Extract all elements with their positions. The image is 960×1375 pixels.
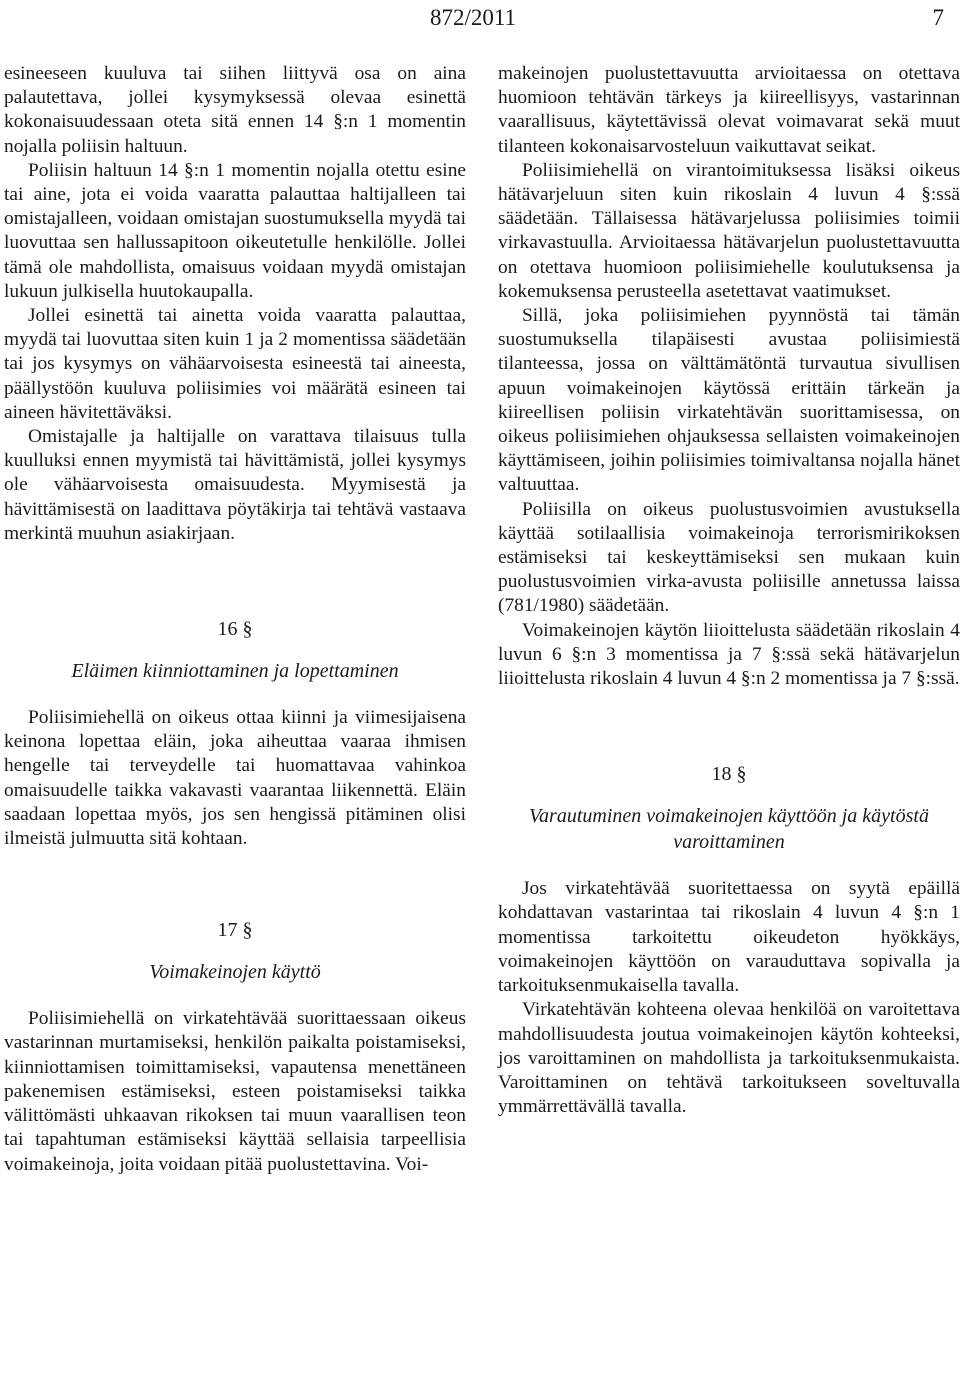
paragraph: Virkatehtävän kohteena olevaa henkilöä on varoitettava mahdollisuudesta joutua voimakeinojen käytön kohteeksi, jos varoittaminen on mahdollista ja tarkoituksenmukaista. Varoittaminen on tehtävä tarkoitukseen soveltuvalla ymmärrettävällä tavalla. xyxy=(498,999,960,1118)
paragraph: Jos virkatehtävää suoritettaessa on syytä epäillä kohdattavan vastarintaa tai rikoslain 4 luvun 4 §:n 1 momentissa tarkoitettu oikeudeton hyökkäys, voimakeinojen käyttöön on varauduttava sopivalla ja tarkoituksenmukaisella tavalla. xyxy=(498,878,960,997)
paragraph: Jollei esinettä tai ainetta voida vaaratta palauttaa, myydä tai luovuttaa siten kuin 1 ja 2 momentissa säädetään tai jos kysymys on vähäarvoisesta esineestä tai aineesta, päällystöön kuuluva poliisimies voi määrätä esineen tai aineen hävitettäväksi. xyxy=(4,305,466,423)
section-title: Varautuminen voimakeinojen käyttöön ja käytöstä varoittaminen xyxy=(529,805,929,854)
section-number: 16 § xyxy=(217,618,253,641)
paragraph: Poliisilla on oikeus puolustusvoimien avustuksella käyttää sotilaallisia voimakeinoja terrorismirikoksen estämiseksi tai keskeyttämiseksi sen mukaan kuin puolustusvoimien virka-avusta poliisille annetussa laissa (781/1980) säädetään. xyxy=(498,498,960,617)
paragraph: makeinojen puolustettavuutta arvioitaessa on otettava huomioon tehtävän tärkeys ja kiireellisyys, vastarinnan vaarallisuus, käytettävissä olevat voimavarat sekä muut tilanteen kokonaisarvosteluun vaikuttavat seikat. xyxy=(498,63,960,157)
paragraph: Poliisin haltuun 14 §:n 1 momentin nojalla otettu esine tai aine, jota ei voida vaaratta palauttaa haltijalleen tai omistajalleen, voidaan omistajan suostumuksella myydä tai luovuttaa sen hallussapitoon oikeutetulle henkilölle. Jollei tämä ole mahdollista, omaisuus voidaan myydä omistajan lukuun julkisella huutokaupalla. xyxy=(4,159,466,302)
section-title: Eläimen kiinniottaminen ja lopettaminen xyxy=(71,660,399,683)
paragraph: Sillä, joka poliisimiehen pyynnöstä tai tämän suostumuksella tilapäisesti avustaa poliisimiestä tilanteessa, jossa on välttämätöntä turvautua sivullisen apuun voimakeinojen käytössä erittäin tärkeän ja kiireellisen poliisin virkatehtävän suorittamisessa, on oikeus poliisimiehen ohjauksessa sellaisten voimakeinojen käyttämiseen, joihin poliisimies toimivaltansa nojalla hänet valtuuttaa. xyxy=(498,305,960,496)
paragraph: Poliisimiehellä on virantoimituksessa lisäksi oikeus hätävarjeluun siten kuin rikoslain 4 luvun 4 §:ssä säädetään. Tällaisessa hätävarjelussa poliisimies toimii virkavastuulla. Arvioitaessa hätävarjelun puolustettavuutta on otettava huomioon poliisimiehelle koulutuksensa ja kokemuksensa perusteella asetettavat vaatimukset. xyxy=(498,159,960,302)
section-number: 18 § xyxy=(711,763,747,786)
document-number: 872/2011 xyxy=(430,5,517,30)
paragraph: Voimakeinojen käytön liioittelusta säädetään rikoslain 4 luvun 6 §:n 3 momentissa ja 7 §:ssä sekä hätävarjelun liioittelusta rikoslain 4 luvun 4 §:n 2 momentissa ja 7 §:ssä. xyxy=(498,619,960,690)
paragraph: esineeseen kuuluva tai siihen liittyvä osa on aina palautettava, jollei kysymyksessä olevaa esinettä kokonaisuudessaan oteta sitä ennen 14 §:n 1 momentin nojalla poliisin haltuun. xyxy=(4,63,466,157)
left-column xyxy=(4,62,466,1177)
paragraph: Poliisimiehellä on oikeus ottaa kiinni ja viimesijaisena keinona lopettaa eläin, joka aiheuttaa vaaraa ihmisen hengelle tai terveydelle tai huomattavaa vahinkoa omaisuudelle taikka vakavasti vaarantaa liikennettä. Eläin saadaan lopettaa myös, jos sen hengissä pitäminen olisi ilmeistä julmuutta sitä kohtaan. xyxy=(4,707,466,850)
section-title: Voimakeinojen käyttö xyxy=(149,961,321,984)
paragraph: Poliisimiehellä on virkatehtävää suorittaessaan oikeus vastarinnan murtamiseksi, henkilön paikalta poistamiseksi, kiinniottamisen toimittamiseksi, vapautensa menettäneen pakenemisen estämiseksi, esteen poistamiseksi taikka välittömästi uhkaavan rikoksen tai muun vaarallisen teon tai tapahtuman estämiseksi käyttää sellaisia tarpeellisia voimakeinoja, joita voidaan pitää puolustettavina. Voi- xyxy=(4,1008,466,1175)
section-number: 17 § xyxy=(217,919,253,942)
page-number: 7 xyxy=(932,5,944,30)
paragraph: Omistajalle ja haltijalle on varattava tilaisuus tulla kuulluksi ennen myymistä tai hävittämistä, jollei kysymys ole vähäarvoisesta omaisuudesta. Myymisestä ja hävittämisestä on laadittava pöytäkirja tai tehtävä vastaava merkintä muuhun asiakirjaan. xyxy=(4,426,466,544)
page-header xyxy=(0,0,960,40)
right-column xyxy=(498,62,960,1119)
